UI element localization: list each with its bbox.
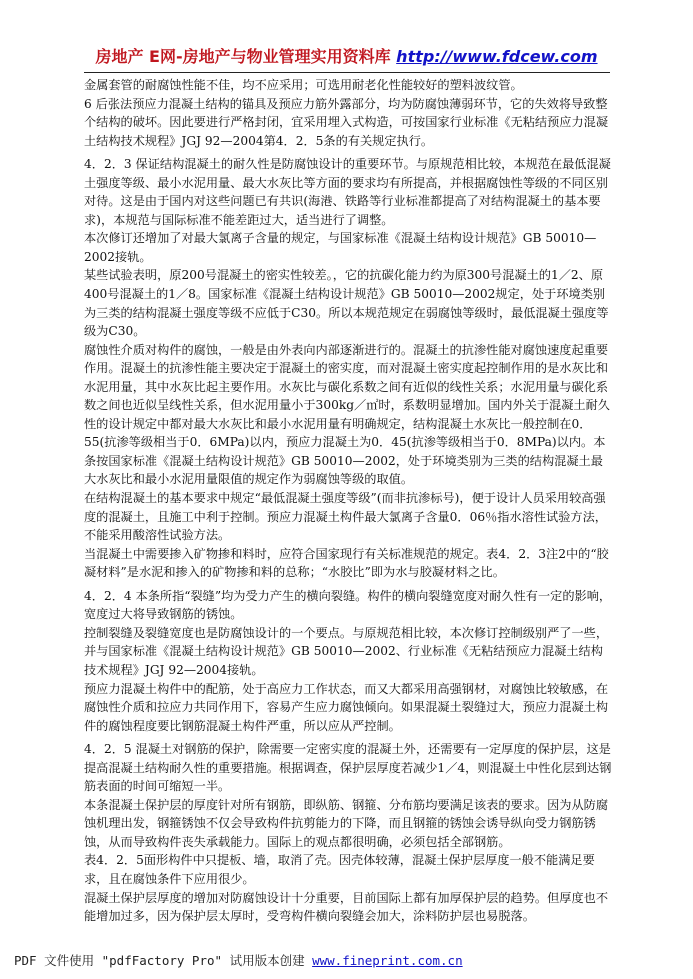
header-title: 房地产 E网-房地产与物业管理实用资料库 <box>95 47 397 66</box>
paragraph: 4．2．4 本条所指“裂缝”均为受力产生的横向裂缝。构件的横向裂缝宽度对耐久性有一定的影响，宽度过大将导致钢筋的锈蚀。 <box>84 588 612 622</box>
paragraph: 腐蚀性介质对构件的腐蚀，一般是由外表向内部逐渐进行的。混凝土的抗渗性能对腐蚀速度起重要作用。混凝土的抗渗性能主要决定于混凝土的密实度，而对混凝土密实度起控制作用的是水灰比和水泥用量，其中水灰比起主要作用。水灰比与碳化系数之间有近似的线性关系；水泥用量与碳化系数之间也近似呈线性关系，但水泥用量小于300kg／㎡时，系数明显增加。国内外关于混凝土耐久性的设计规定中都对最大水灰比和最小水泥用量有明确规定，结构混凝土水灰比一般控制在0．55(抗渗等级相当于0．6MPa)以内，预应力混凝土为0．45(抗渗等级相当于0．8MPa)以内。本条按国家标准《混凝土结构设计规范》GB 50010—2002，处于环境类别为三类的结构混凝土最大水灰比和最小水泥用量限值的规定作为弱腐蚀等级的取值。 <box>84 342 610 487</box>
paragraph: 4．2．5 混凝土对钢筋的保护，除需要一定密实度的混凝土外，还需要有一定厚度的保护层，这是提高混凝土结构耐久性的重要措施。根据调查，保护层厚度若减少1／4，则混凝土中性化层到达钢筋表面的时间可缩短一半。 <box>84 742 612 794</box>
paragraph: 6 后张法预应力混凝土结构的锚具及预应力筋外露部分，均为防腐蚀薄弱环节，它的失效将导致整个结构的破坏。因此要进行严格封闭，宜采用埋入式构造，可按国家行业标准《无粘结预应力混凝土结构技术规程》JGJ 92—2004第4．2．5条的有关规定执行。 <box>84 96 609 148</box>
page-header <box>0 44 693 67</box>
paragraph: 混凝土保护层厚度的增加对防腐蚀设计十分重要，目前国际上都有加厚保护层的趋势。但厚度也不能增加过多，因为保护层太厚时，受弯构件横向裂缝会加大，涂料防护层也易脱落。 <box>84 890 609 924</box>
header-url-link[interactable]: http://www.fdcew.com <box>396 47 598 66</box>
paragraph: 预应力混凝土构件中的配筋，处于高应力工作状态，而又大都采用高强钢材，对腐蚀比较敏感，在腐蚀性介质和拉应力共同作用下，容易产生应力腐蚀倾向。如果混凝土裂缝过大，预应力混凝土构件的腐蚀程度要比钢筋混凝土构件严重，所以应从严控制。 <box>84 681 609 733</box>
header-divider <box>84 72 610 73</box>
paragraph: 本次修订还增加了对最大氯离子含量的规定，与国家标准《混凝土结构设计规范》GB 50010—2002接轨。 <box>84 231 597 264</box>
footer-link[interactable]: www.fineprint.com.cn <box>312 953 463 968</box>
paragraph: 4．2．3 保证结构混凝土的耐久性是防腐蚀设计的重要环节。与原规范相比较，本规范在最低混凝土强度等级、最小水泥用量、最大水灰比等方面的要求均有所提高，并根据腐蚀性等级的不同区别对待。这是由于国内对这些问题已有共识(海港、铁路等行业标准都提高了对结构混凝土的基本要求)，本规范与国际标准不能差距过大，适当进行了调整。 <box>84 157 611 227</box>
paragraph: 控制裂缝及裂缝宽度也是防腐蚀设计的一个要点。与原规范相比较，本次修订控制级别严了一些，并与国家标准《混凝土结构设计规范》GB 50010—2002、行业标准《无粘结预应力混凝土结构技术规程》JGJ 92—2004接轨。 <box>84 625 609 677</box>
paragraph: 当混凝土中需要掺入矿物掺和料时，应符合国家现行有关标准规范的规定。表4．2．3注2中的“胶凝材料”是水泥和掺入的矿物掺和料的总称；“水胶比”即为水与胶凝材料之比。 <box>84 546 609 580</box>
footer-text: PDF 文件使用 "pdfFactory Pro" 试用版本创建 <box>14 953 313 968</box>
pdf-footer <box>14 951 463 969</box>
document-body <box>84 76 614 926</box>
paragraph: 在结构混凝土的基本要求中规定“最低混凝土强度等级”(而非抗渗标号)，便于设计人员采用较高强度的混凝土，且施工中利于控制。预应力混凝土构件最大氯离子含量0．06％指水溶性试验方法，不能采用酸溶性试验方法。 <box>84 491 607 543</box>
paragraph: 本条混凝土保护层的厚度针对所有钢筋，即纵筋、钢箍、分布筋均要满足该表的要求。因为从防腐蚀机理出发，钢箍锈蚀不仅会导致构件抗剪能力的下降，而且钢箍的锈蚀会诱导纵向受力钢筋锈蚀，从而导致构件丧失承载能力。国际上的观点都很明确，必须包括全部钢筋。 <box>84 797 609 849</box>
paragraph: 表4．2．5面形构件中只提板、墙，取消了壳。因壳体较薄，混凝土保护层厚度一般不能满足要求，且在腐蚀条件下应用很少。 <box>84 853 595 886</box>
paragraph: 某些试验表明，原200号混凝土的密实性较差。，它的抗碳化能力约为原300号混凝土的1／2、原400号混凝土的1／8。国家标准《混凝土结构设计规范》GB 50010—2002规定，处于环境类别为三类的结构混凝土强度等级不应低于C30。所以本规范规定在弱腐蚀等级时，最低混凝土强度等级为C30。 <box>84 268 609 339</box>
paragraph: 金属套管的耐腐蚀性能不佳，均不应采用；可选用耐老化性能较好的塑料波纹管。 <box>84 78 523 92</box>
